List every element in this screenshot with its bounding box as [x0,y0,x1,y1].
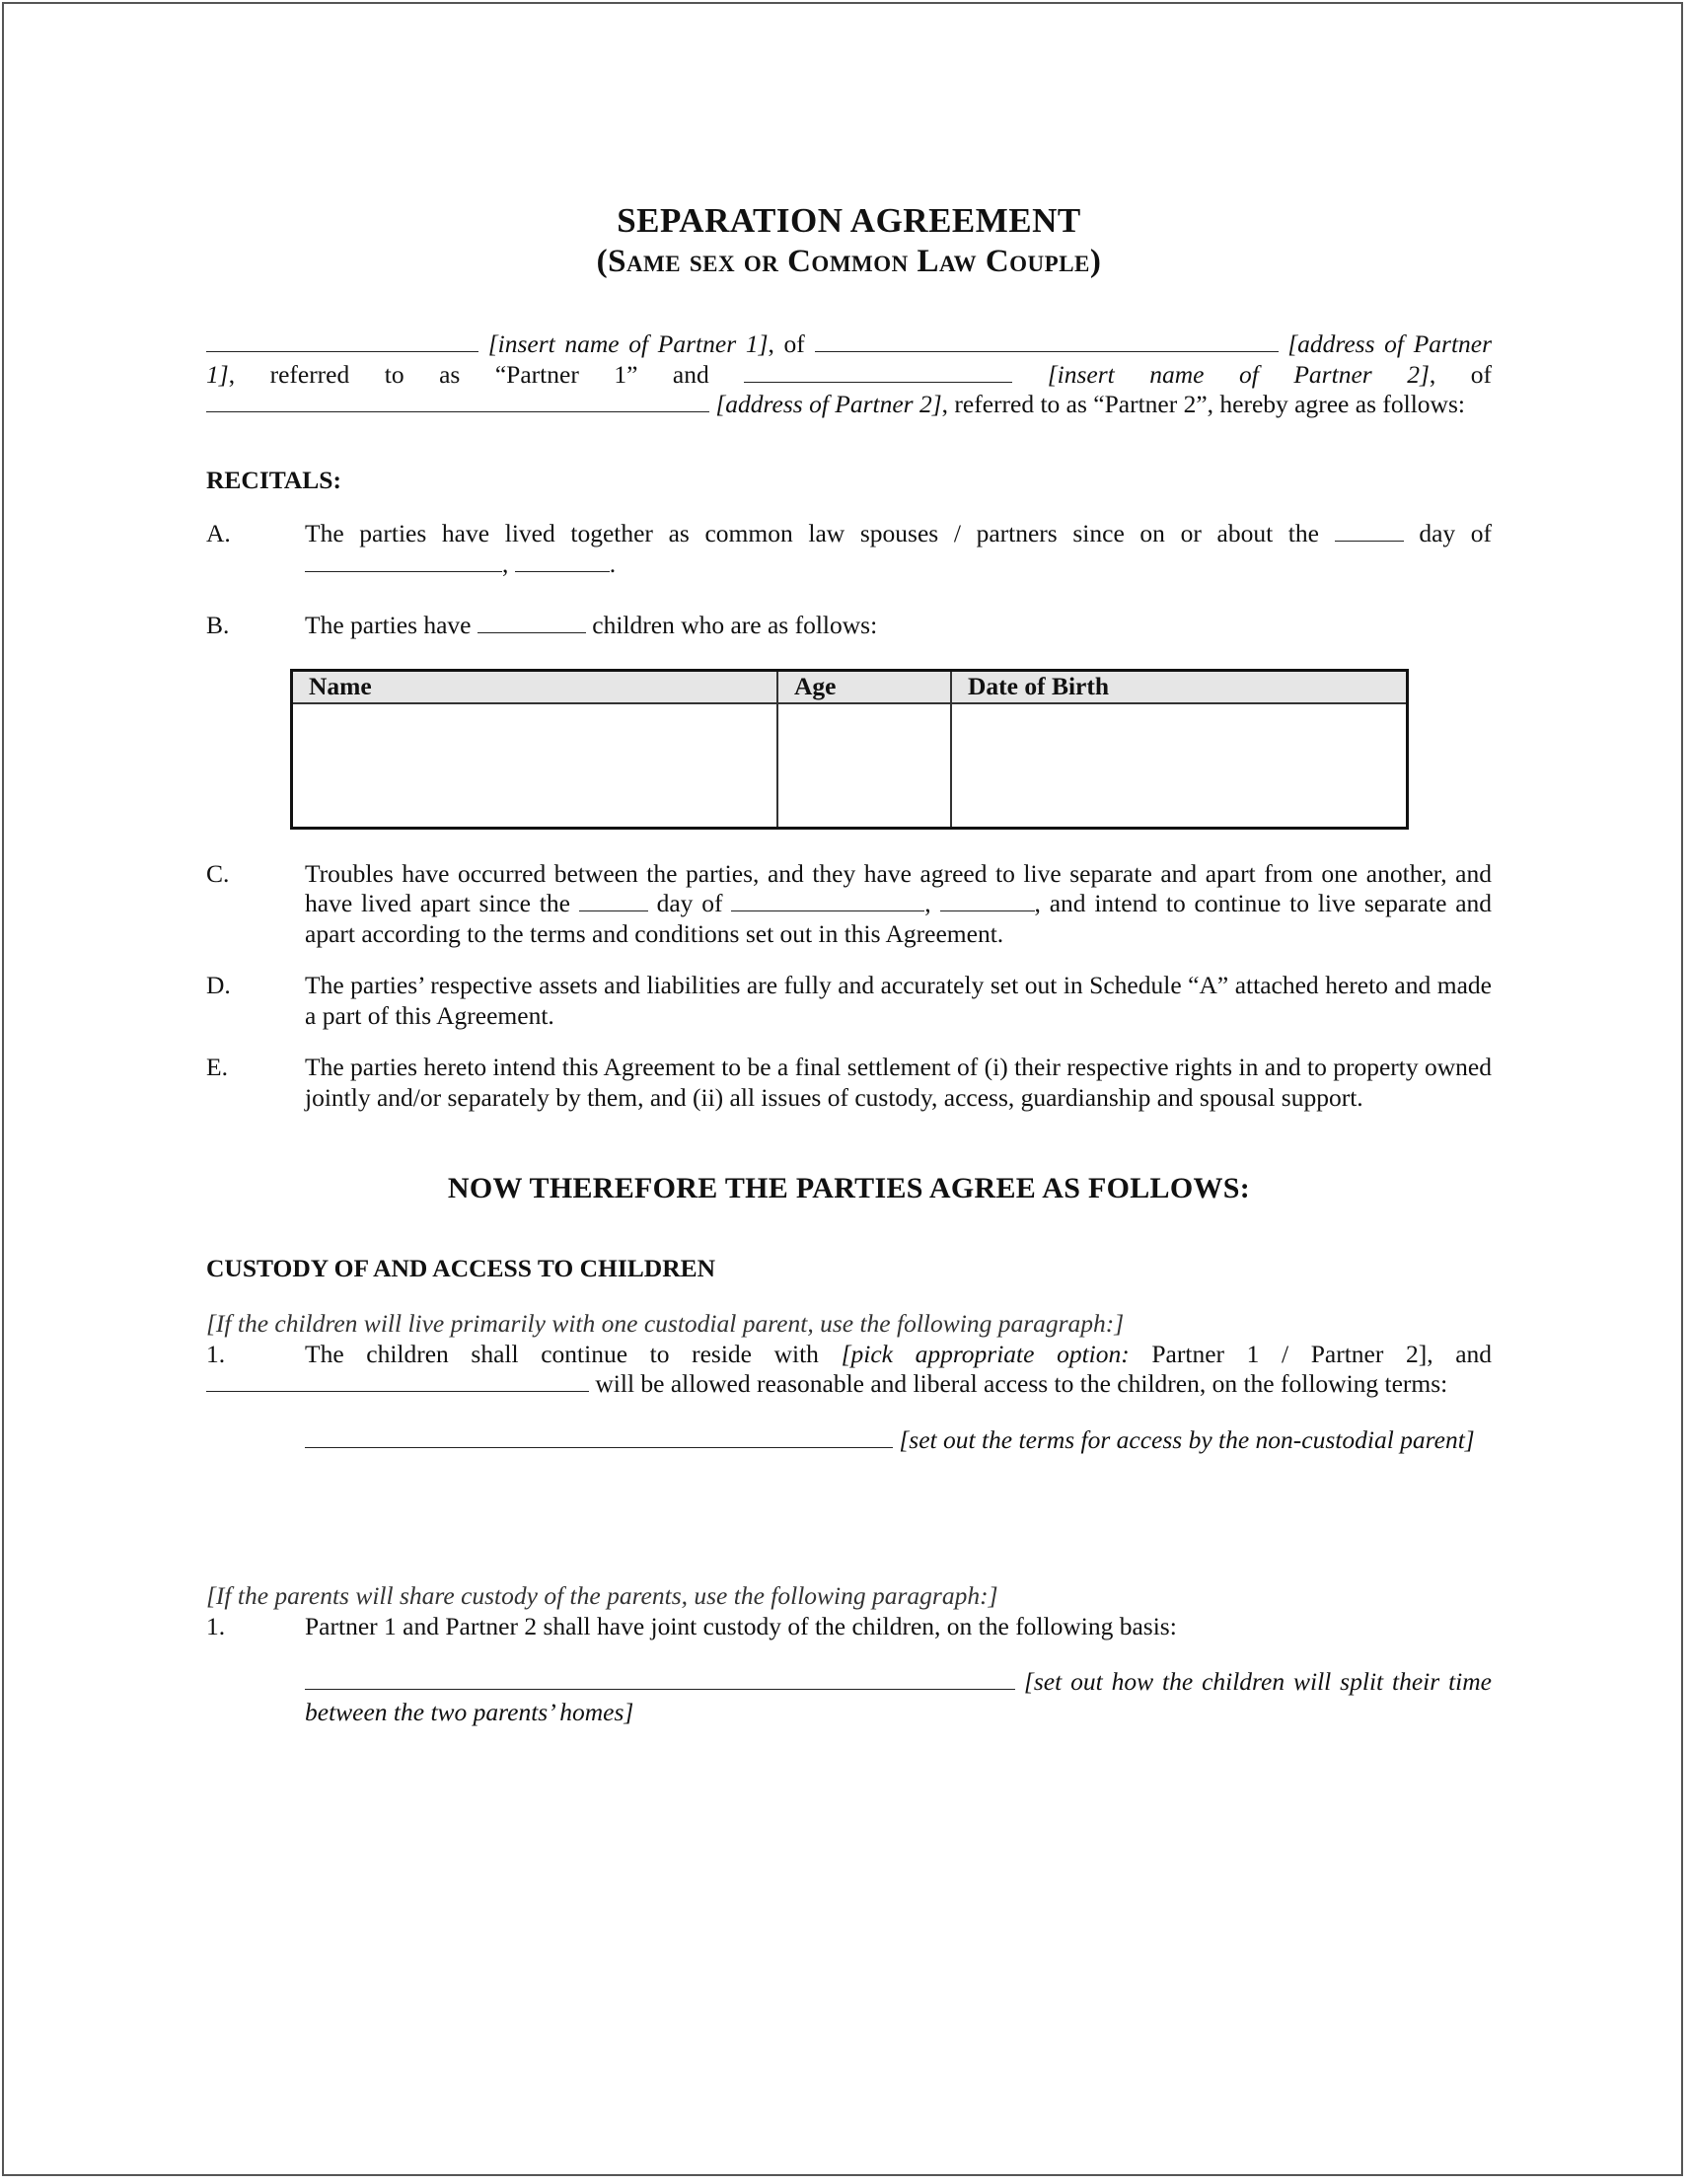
cell-dob[interactable] [951,703,1408,829]
recital-d [206,971,1492,1031]
recital-label: E. [206,1053,228,1081]
document-title: SEPARATION AGREEMENT [617,201,1081,240]
recital-e-text: The parties hereto intend this Agreement to be a final settlement of (i) their respective rights in and to property owned jointly and/or separately by them, and (ii) all issues of custody, access, guardianship and spousal support. [305,1053,1492,1112]
custody-option2-text: Partner 1 and Partner 2 shall have joint custody of the children, on the following basis: [305,1611,1177,1640]
partner1-address-blank[interactable] [815,331,1279,352]
apart-day-blank[interactable] [579,891,648,911]
access-terms-hint: [set out the terms for access by the non-custodial parent] [899,1424,1475,1454]
partner1-address-hint-a: [address of [1287,329,1405,358]
children-table [290,669,1409,830]
partner1-name-blank[interactable] [206,331,478,352]
custody-heading: CUSTODY OF AND ACCESS TO CHILDREN [206,1253,716,1282]
custody-option1-text-c: will be allowed reasonable and liberal access to the children, on the following terms: [595,1369,1448,1398]
custody-basis-hint: [set out how the children will split their time between the two parents’ homes] [305,1667,1492,1726]
now-therefore-heading: NOW THEREFORE THE PARTIES AGREE AS FOLLOWS: [447,1172,1251,1204]
custody-option1-paragraph [206,1340,1492,1400]
option-text: Partner 1 / Partner 2 [1151,1339,1419,1368]
recital-c-comma: , [924,889,931,917]
apart-month-blank[interactable] [731,891,924,911]
table-row [292,703,1408,829]
column-header-dob: Date of Birth [951,670,1408,703]
column-header-name: Name [292,670,778,703]
since-day-blank[interactable] [1335,521,1404,542]
intro-of2-text: , of [1429,359,1493,389]
recital-a [206,519,1492,579]
recital-a-period: . [609,548,617,578]
access-terms [305,1425,1492,1456]
document-body [206,201,1492,1727]
custody-option2-paragraph [206,1612,1492,1642]
custody-option1-text-b: ], and [1418,1339,1493,1368]
clause-number: 1. [206,1611,226,1640]
access-terms-blank[interactable] [305,1427,893,1448]
recital-label: C. [206,858,230,888]
partner1-address-hint-b: Partner 1] [206,329,1493,389]
clause-number: 1. [206,1339,226,1368]
intro-referred2-text: , referred to as “Partner 2”, hereby agree as follows: [941,390,1465,418]
document-page [2,2,1683,2176]
partner1-name-hint: [insert name of Partner 1] [487,329,769,358]
partner2-address-hint: [address of Partner 2] [715,390,942,418]
intro-referred1-text: , referred to as “Partner 1” and [228,359,709,389]
recital-c-text-end: , and intend to continue to live separate and apart according to the terms and conditions set out in this Agreement. [305,889,1493,948]
custody-option2-note: [If the parents will share custody of the parents, use the following paragraph:] [206,1581,998,1610]
recital-e [206,1053,1492,1113]
document-subtitle: (Same sex or Common Law Couple) [596,244,1102,279]
recital-d-text: The parties’ respective assets and liabilities are fully and accurately set out in Schedule “A” attached hereto and made a part of this Agreement. [305,971,1492,1030]
column-header-age: Age [777,670,951,703]
recital-label: A. [206,519,231,547]
apart-year-blank[interactable] [940,891,1035,911]
recital-label: B. [206,611,230,639]
children-count-blank[interactable] [477,613,586,633]
recital-b-text-end: children who are as follows: [592,611,878,639]
recital-c [206,859,1492,950]
recital-label: D. [206,971,231,999]
since-year-blank[interactable] [515,551,610,572]
cell-name[interactable] [292,703,778,829]
custody-option1-text: The children shall continue to reside with [305,1339,819,1368]
recital-a-text: The parties have lived together as common law spouses / partners since on or about the [305,519,1319,547]
access-parent-blank[interactable] [206,1371,589,1392]
custody-basis [305,1667,1492,1727]
intro-of-text: , of [768,329,805,358]
recital-c-day-of: day of [656,889,723,917]
recitals-heading: RECITALS: [206,465,341,494]
option-hint: [pick appropriate option: [841,1339,1130,1368]
recital-a-day-of: day of [1419,519,1493,547]
recital-b [206,611,1492,641]
partner2-name-hint: [insert name of Partner 2] [1047,359,1430,389]
partner2-address-blank[interactable] [206,392,709,412]
since-month-blank[interactable] [305,551,502,572]
partner2-name-blank[interactable] [744,362,1012,383]
cell-age[interactable] [777,703,951,829]
recital-a-comma: , [502,548,509,578]
custody-basis-blank[interactable] [305,1669,1015,1690]
intro-paragraph [206,329,1492,420]
recital-b-text: The parties have [305,611,472,639]
table-header-row [292,670,1408,703]
recital-c-text: Troubles have occurred between the parties, and they have agreed to live separate and apart from one another, and have lived apart since the [305,858,1492,917]
custody-option1-note: [If the children will live primarily with one custodial parent, use the following paragraph:] [206,1309,1125,1338]
